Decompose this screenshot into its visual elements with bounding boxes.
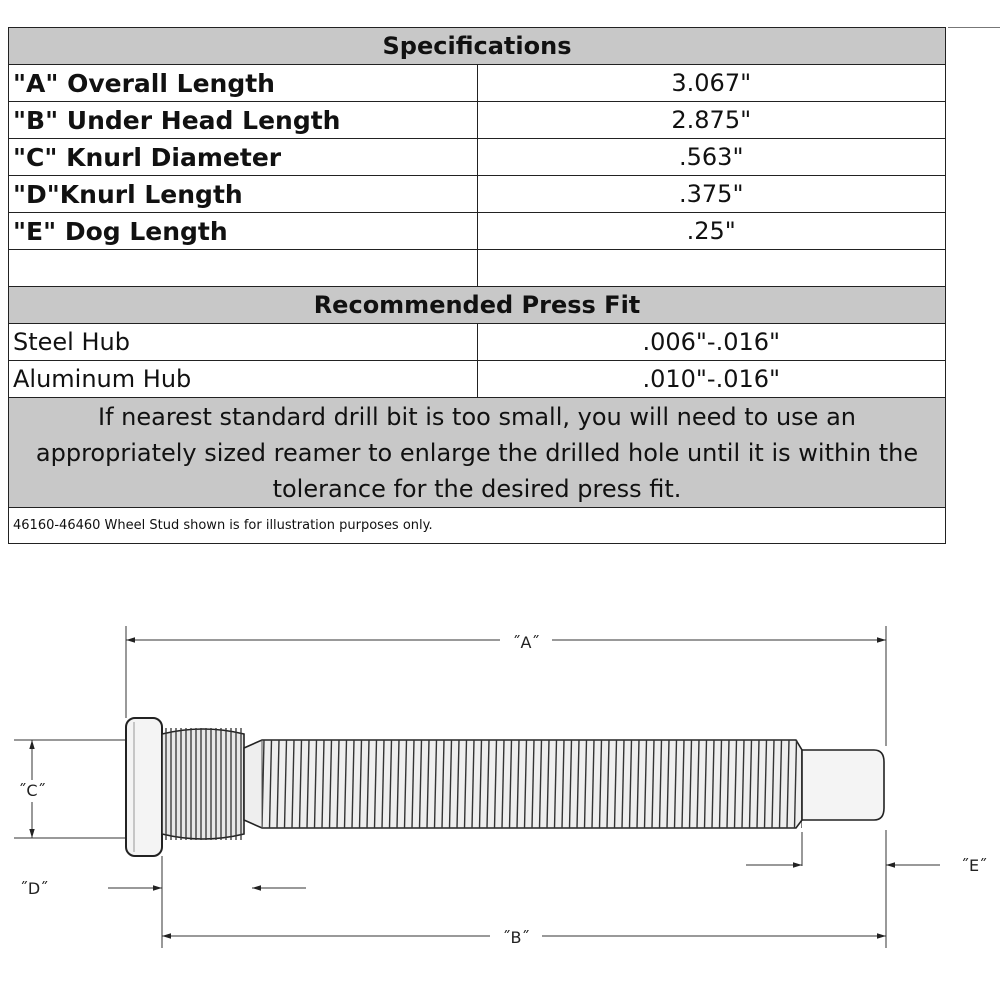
press-fit-note: If nearest standard drill bit is too small, you will need to use an appropriately sized reamer to enlarge the drilled hole until it is within the tolerance for the desired press fit.	[9, 398, 946, 508]
spec-row	[9, 176, 946, 213]
spec-value: 2.875"	[477, 102, 946, 139]
dimension-c	[12, 740, 52, 838]
spec-value: 3.067"	[477, 65, 946, 102]
spec-value: .375"	[477, 176, 946, 213]
label-b: ˝B˝	[502, 928, 530, 947]
stud-head	[126, 718, 162, 856]
press-fit-label: Steel Hub	[9, 324, 478, 361]
spec-label: "A" Overall Length	[9, 65, 478, 102]
empty-cell	[9, 250, 478, 287]
dog-point	[802, 750, 884, 820]
label-a: ˝A˝	[512, 633, 540, 652]
spec-label: "B" Under Head Length	[9, 102, 478, 139]
empty-cell	[477, 250, 946, 287]
knurl-section	[162, 728, 244, 840]
dimension-d	[20, 879, 306, 898]
spec-row	[9, 102, 946, 139]
spec-header-row	[9, 28, 946, 65]
press-fit-row	[9, 324, 946, 361]
dimension-e	[746, 856, 987, 875]
dimension-b	[162, 926, 886, 948]
spec-label: "E" Dog Length	[9, 213, 478, 250]
footnote: 46160-46460 Wheel Stud shown is for illustration purposes only.	[9, 508, 946, 544]
footnote-row	[9, 508, 946, 544]
press-fit-label: Aluminum Hub	[9, 361, 478, 398]
empty-row	[9, 250, 946, 287]
label-c: ˝C˝	[18, 781, 46, 800]
press-fit-note-row	[9, 398, 946, 508]
press-fit-value: .006"-.016"	[477, 324, 946, 361]
label-d: ˝D˝	[19, 879, 49, 898]
press-fit-row	[9, 361, 946, 398]
dimension-a	[126, 630, 886, 652]
spec-table	[8, 27, 946, 544]
press-fit-value: .010"-.016"	[477, 361, 946, 398]
label-e: ˝E˝	[960, 856, 988, 875]
spec-row	[9, 139, 946, 176]
press-fit-header-row	[9, 287, 946, 324]
spec-value: .25"	[477, 213, 946, 250]
spec-value: .563"	[477, 139, 946, 176]
press-fit-title: Recommended Press Fit	[9, 287, 946, 324]
spec-label: "D"Knurl Length	[9, 176, 478, 213]
spec-label: "C" Knurl Diameter	[9, 139, 478, 176]
thread-section	[244, 740, 804, 828]
wheel-stud-drawing	[0, 600, 1000, 1000]
spec-row	[9, 213, 946, 250]
spec-row	[9, 65, 946, 102]
top-rule	[948, 27, 1000, 28]
spec-title: Specifications	[9, 28, 946, 65]
